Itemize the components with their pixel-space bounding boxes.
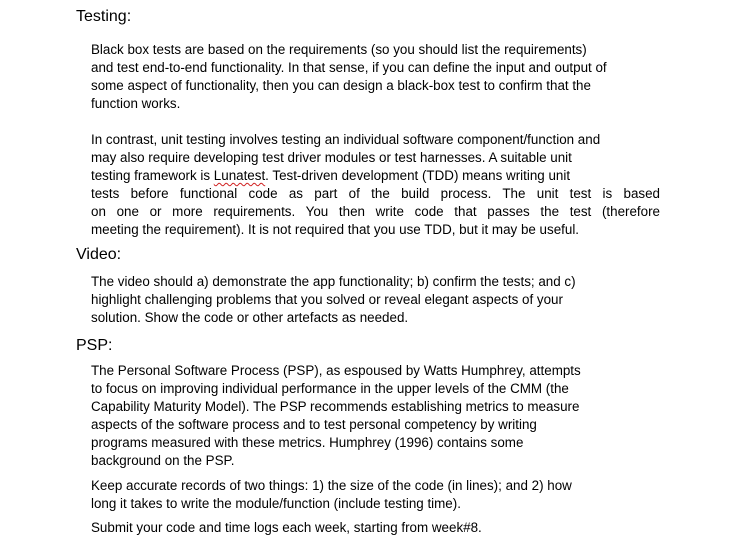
psp-paragraph-submit [91, 519, 482, 537]
text-line: solution. Show the code or other artefacts as needed. [91, 310, 409, 325]
text-line: Keep accurate records of two things: 1) the size of the code (in lines); and 2) how [91, 478, 572, 493]
text-line: background on the PSP. [91, 453, 235, 468]
text-line: and test end-to-end functionality. In that sense, if you can define the input and output of [91, 60, 607, 75]
text-line: Submit your code and time logs each week, starting from week#8. [91, 520, 482, 535]
text-line: to focus on improving individual performance in the upper levels of the CMM (the [91, 381, 569, 396]
text-line: The Personal Software Process (PSP), as espoused by Watts Humphrey, attempts [91, 363, 581, 378]
text-line: In contrast, unit testing involves testing an individual software component/function and [91, 132, 601, 147]
testing-paragraph-unit-testing [91, 131, 660, 239]
text-line: The video should a) demonstrate the app functionality; b) confirm the tests; and c) [91, 274, 576, 289]
text-line [91, 167, 660, 185]
section-heading-psp: PSP: [76, 337, 113, 354]
misspelled-word-lunatest: Lunatest [213, 168, 266, 183]
text-line: programs measured with these metrics. Humphrey (1996) contains some [91, 435, 524, 450]
text-line: on one or more requirements. You then write code that passes the test (therefore [91, 204, 660, 219]
psp-paragraph-records [91, 477, 572, 513]
text-line: aspects of the software process and to test personal competency by writing [91, 417, 537, 432]
text-line: long it takes to write the module/function (include testing time). [91, 496, 461, 511]
text-line: meeting the requirement). It is not required that you use TDD, but it may be useful. [91, 222, 580, 237]
section-heading-video: Video: [76, 246, 122, 263]
text-line: Black box tests are based on the requirements (so you should list the requirements) [91, 42, 587, 57]
text-line: Capability Maturity Model). The PSP recommends establishing metrics to measure [91, 399, 580, 414]
text-fragment: . Test-driven development (TDD) means writing unit [265, 168, 571, 183]
video-paragraph [91, 273, 576, 327]
text-line: function works. [91, 96, 181, 111]
text-line: highlight challenging problems that you solved or reveal elegant aspects of your [91, 292, 563, 307]
text-line: tests before functional code as part of the build process. The unit test is based [91, 186, 660, 201]
testing-paragraph-black-box [91, 41, 607, 113]
section-heading-testing: Testing: [76, 8, 132, 25]
text-fragment: testing framework is [91, 168, 214, 183]
text-line: may also require developing test driver modules or test harnesses. A suitable unit [91, 150, 572, 165]
psp-paragraph-intro [91, 362, 581, 470]
text-line: some aspect of functionality, then you can design a black-box test to confirm that the [91, 78, 591, 93]
